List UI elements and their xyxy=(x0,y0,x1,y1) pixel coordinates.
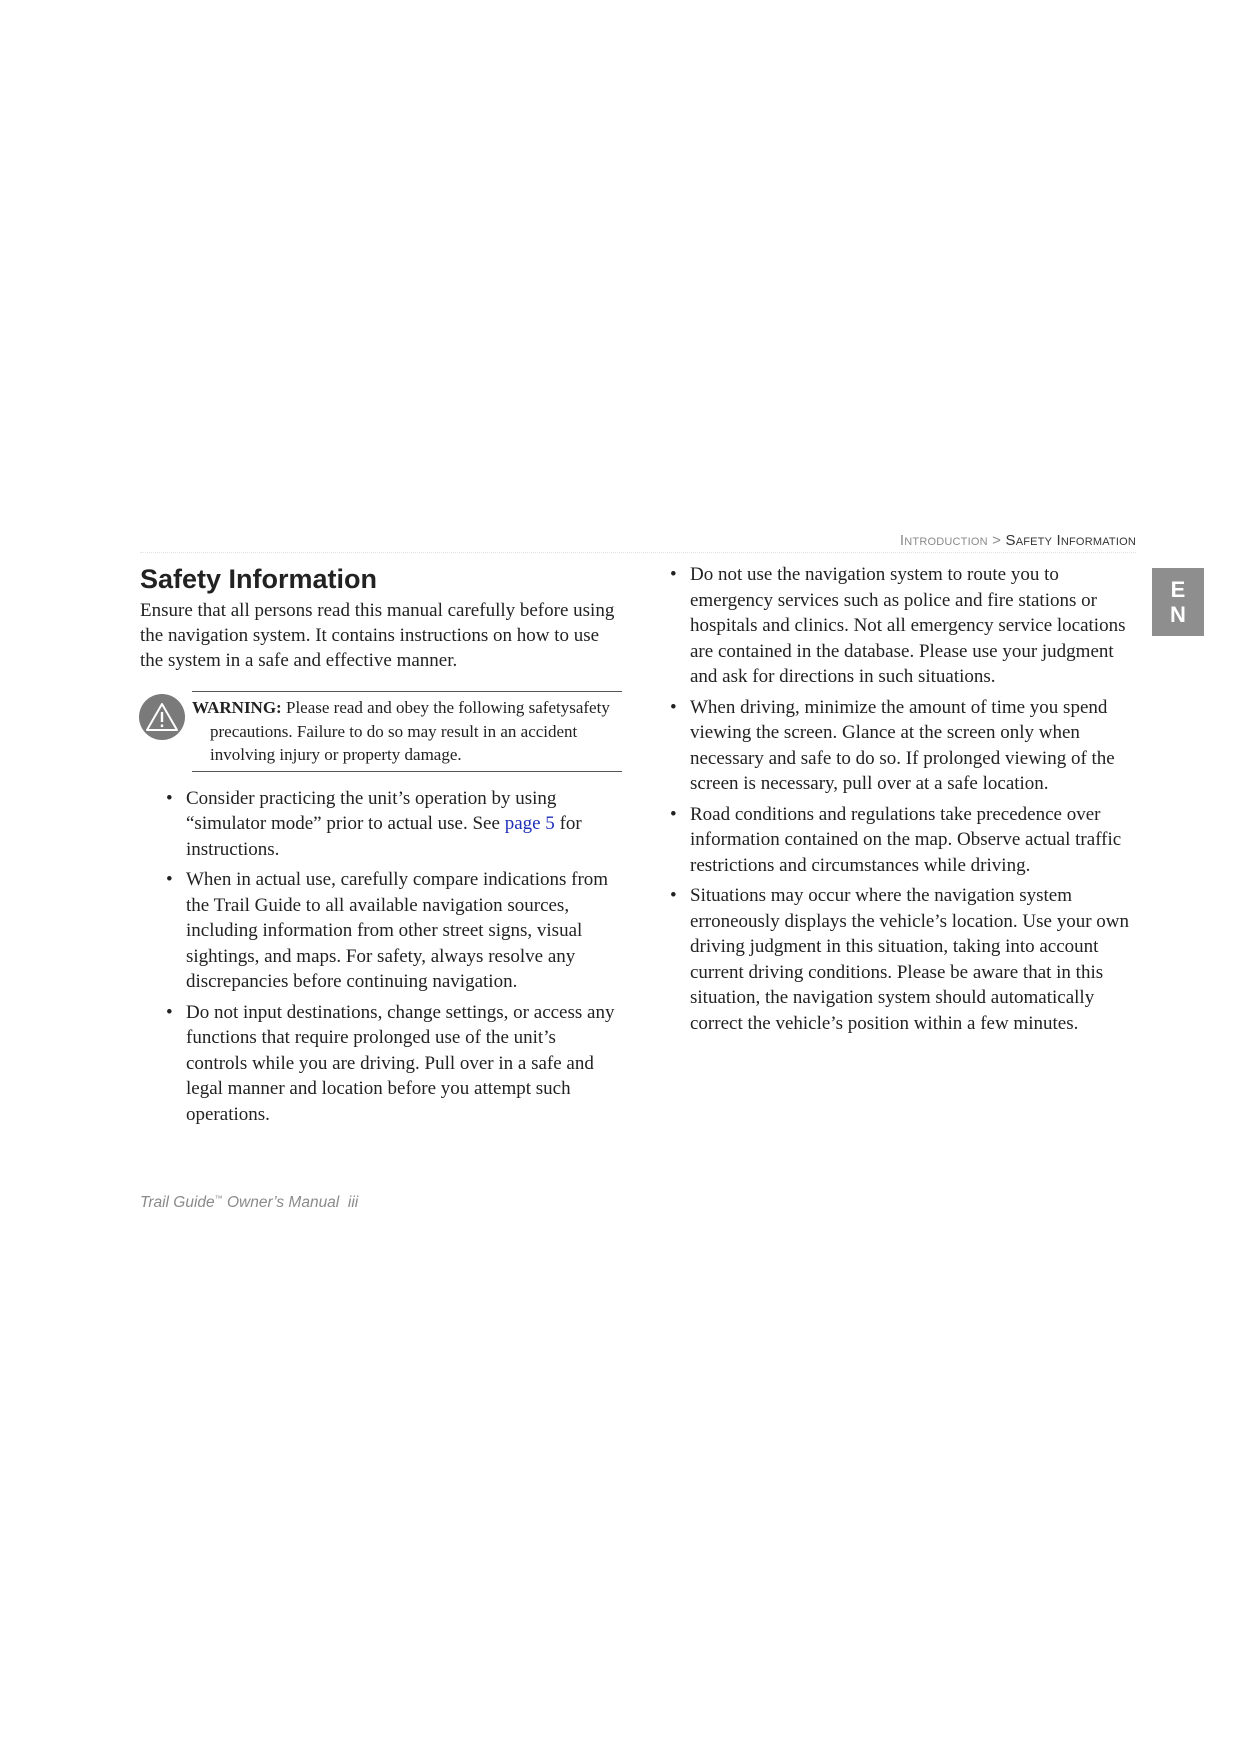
language-tab[interactable] xyxy=(1152,568,1204,636)
left-column xyxy=(140,562,620,1132)
left-bullet-list xyxy=(164,786,620,1128)
bullet-icon: • xyxy=(166,787,173,809)
trademark-symbol: ™ xyxy=(214,1194,223,1203)
footer-manual: Owner’s Manual xyxy=(222,1194,340,1212)
list-item: • Consider practicing the unit’s operation by using “simulator mode” prior to actual use. See page 5 for instructions. xyxy=(166,787,582,860)
page-5-link[interactable]: page 5 xyxy=(504,813,555,834)
page-title: Safety Information xyxy=(140,564,378,594)
list-item: • Road conditions and regulations take precedence over information contained on the map. Observe actual traffic restrictions and circumstances while driving. xyxy=(670,803,1122,876)
warning-line-3: involving injury or property damage. xyxy=(210,745,462,764)
warning-line-1: Please read and obey the following safetysafety xyxy=(281,698,610,717)
breadcrumb-parent[interactable]: Introduction xyxy=(899,532,988,549)
bullet-icon: • xyxy=(670,696,677,718)
warning-line-2: precautions. Failure to do so may result in an accident xyxy=(210,721,578,741)
bullet-icon: • xyxy=(670,564,677,585)
bullet-icon: • xyxy=(670,803,677,825)
warning-box xyxy=(192,691,622,772)
list-item: • Do not input destinations, change settings, or access any functions that require prolonged use of the unit’s controls while you are driving. Pull over in a safe and legal manner and location before you attempt such operations. xyxy=(166,1001,615,1125)
intro-paragraph: Ensure that all persons read this manual carefully before using the navigation system. It contains instructions on how to use the system in a safe and effective manner. xyxy=(140,600,615,671)
list-item: • When in actual use, carefully compare indications from the Trail Guide to all available navigation sources, including information from other street signs, visual sightings, and maps. For safety, always resolve any discrepancies before continuing navigation. xyxy=(166,869,609,992)
warning-icon xyxy=(139,694,185,740)
warning-text xyxy=(192,696,622,767)
warning-label: WARNING: xyxy=(192,698,282,717)
page-footer xyxy=(140,1194,358,1212)
bullet-icon: • xyxy=(670,885,677,906)
right-column xyxy=(668,562,1138,1041)
right-bullet-list xyxy=(668,562,1138,1036)
language-tab-line2: N xyxy=(1170,602,1186,627)
list-item: • When driving, minimize the amount of time you spend viewing the screen. Glance at the screen only when necessary and safe to do so. If prolonged viewing of the screen is necessary, pull over at a safe location. xyxy=(670,696,1115,794)
bullet-icon: • xyxy=(166,1001,173,1023)
breadcrumb xyxy=(900,532,1136,549)
breadcrumb-separator: > xyxy=(992,532,1002,549)
footer-product: Trail Guide xyxy=(140,1194,215,1212)
breadcrumb-current: Safety Information xyxy=(1005,532,1136,549)
list-item: • Situations may occur where the navigation system erroneously displays the vehicle’s location. Use your own driving judgment in this situation, taking into account current driving conditions. Please be aware that in this situation, the navigation system should automatically correct the vehicle’s position within a few minutes. xyxy=(670,885,1130,1034)
bullet-icon: • xyxy=(166,869,173,890)
list-item: • Do not use the navigation system to route you to emergency services such as police and fire stations or hospitals and clinics. Not all emergency service locations are contained in the database. Please use your judgment and ask for directions in such situations. xyxy=(670,564,1126,687)
page-number: iii xyxy=(347,1194,359,1212)
header-divider xyxy=(140,552,1136,553)
language-tab-line1: E xyxy=(1170,577,1186,602)
